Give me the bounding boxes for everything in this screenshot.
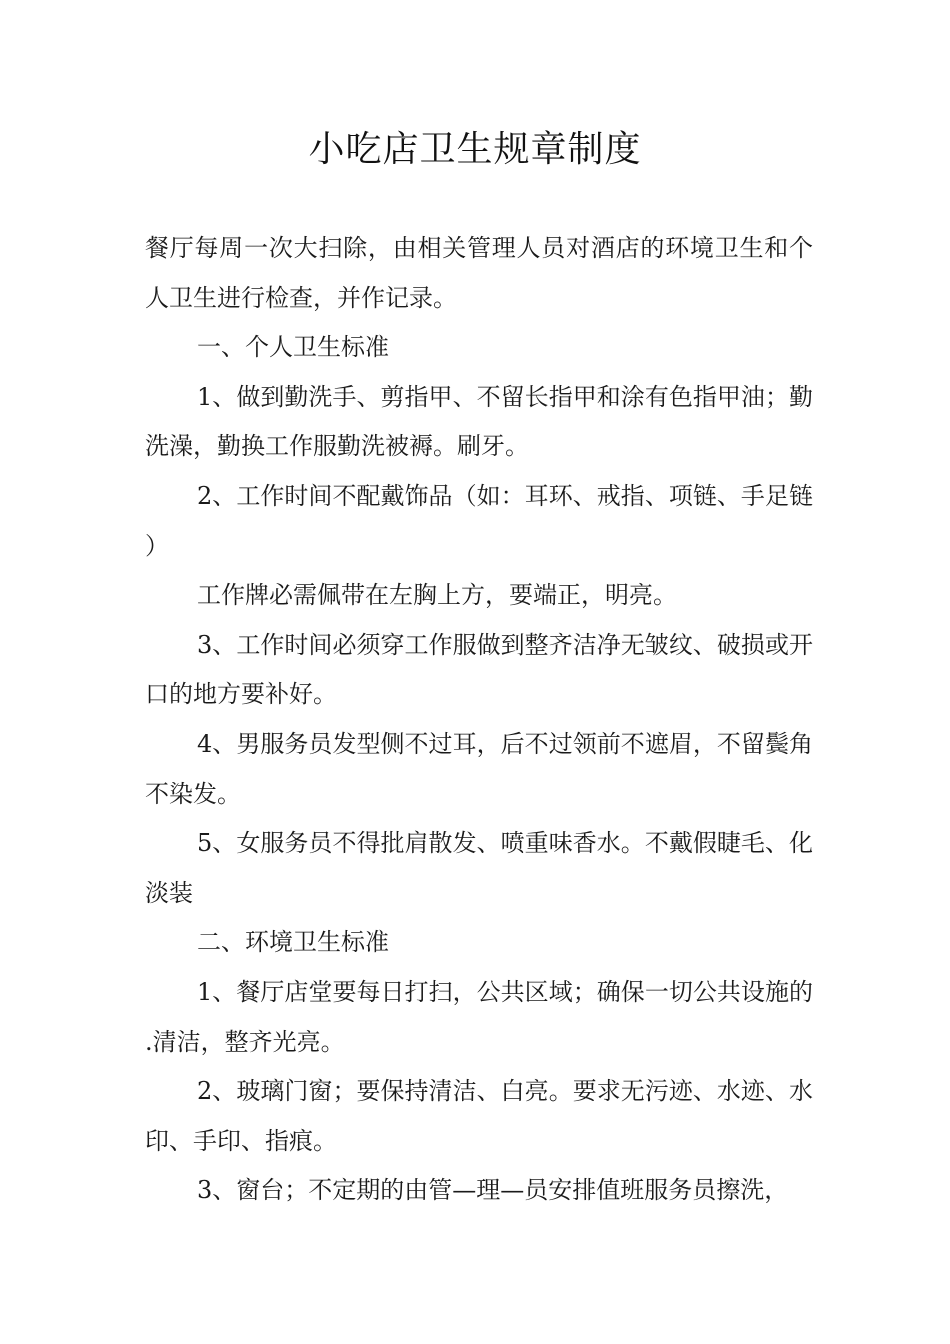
- paragraph: 3、工作时间必须穿工作服做到整齐洁净无皱纹、破损或开口的地方要补好。: [145, 630, 813, 709]
- paragraph: 1、做到勤洗手、剪指甲、不留长指甲和涂有色指甲油；勤洗澡，勤换工作服勤洗被褥。刷牙。: [145, 382, 813, 461]
- paragraph: 餐厅每周一次大扫除，由相关管理人员对酒店的环境卫生和个人卫生进行检查，并作记录。: [145, 234, 813, 312]
- paragraph: 2、玻璃门窗；要保持清洁、白亮。要求无污迹、水迹、水印、手印、指痕。: [145, 1077, 813, 1155]
- section-heading: 一、个人卫生标准: [197, 333, 389, 362]
- document-body: [145, 224, 813, 1216]
- paragraph: 4、男服务员发型侧不过耳，后不过领前不遮眉，不留鬓角不染发。: [145, 729, 813, 808]
- paragraph: 5、女服务员不得批肩散发、喷重味香水。不戴假睫毛、化淡装: [145, 829, 813, 907]
- paragraph: 3、窗台；不定期的由管—理—员安排值班服务员擦洗，: [197, 1176, 789, 1205]
- paragraph: 1、餐厅店堂要每日打扫，公共区域；确保一切公共设施的.清洁，整齐光亮。: [145, 977, 813, 1056]
- paragraph: 2、工作时间不配戴饰品（如：耳环、戒指、项链、手足链）: [145, 481, 813, 560]
- section-heading: 二、环境卫生标准: [197, 928, 389, 957]
- paragraph: 工作牌必需佩带在左胸上方，要端正，明亮。: [197, 581, 677, 610]
- document-title: 小吃店卫生规章制度: [308, 129, 642, 170]
